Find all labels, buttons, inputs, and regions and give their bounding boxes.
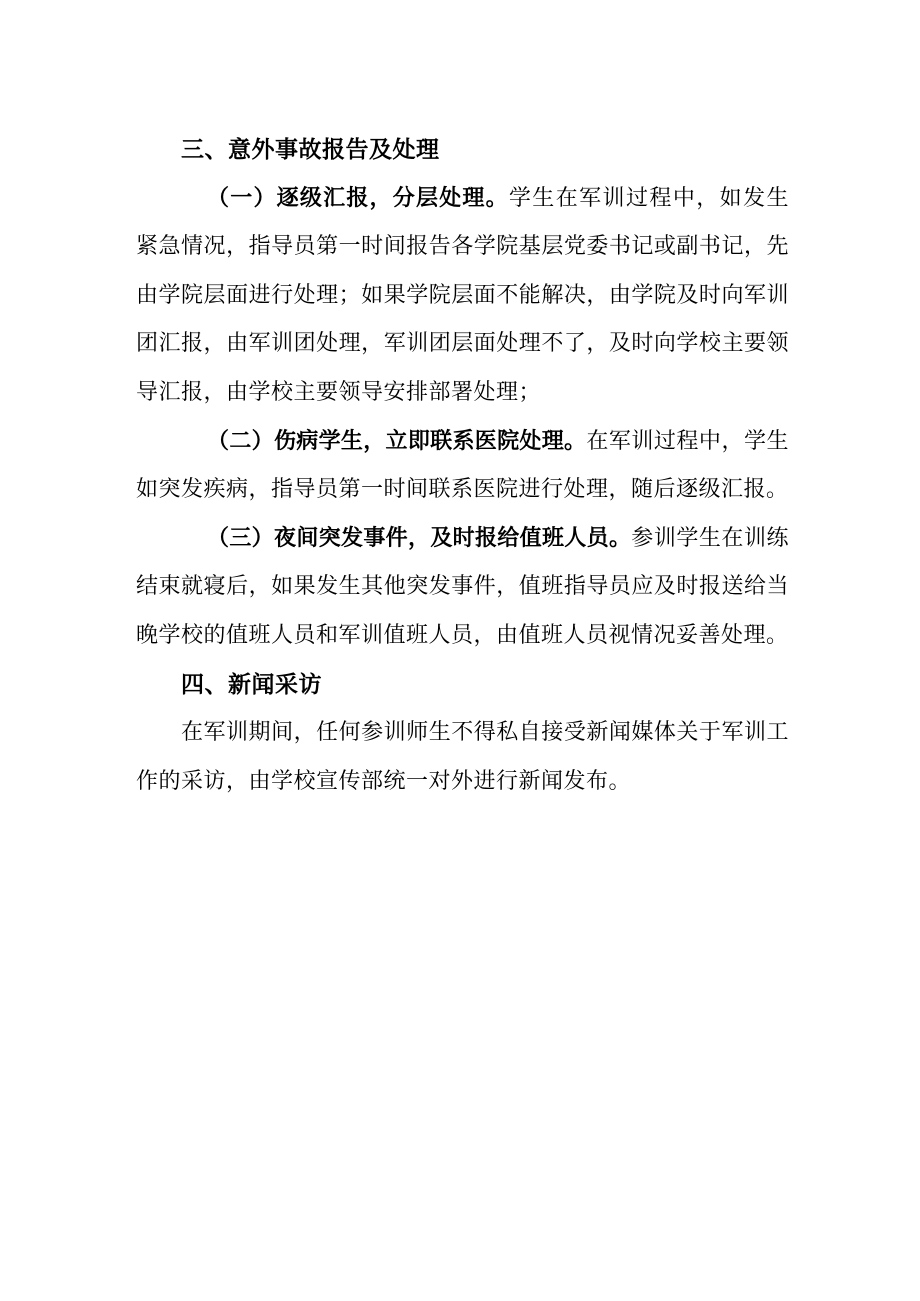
section-heading-accident-report: 三、意外事故报告及处理: [181, 137, 440, 163]
paragraph-lead: （一）逐级汇报，分层处理。: [207, 185, 509, 211]
paragraph-night-incidents: [136, 515, 789, 661]
document-body: [136, 126, 789, 806]
paragraph-injured-students: [136, 418, 789, 515]
paragraph-news-policy: 在军训期间，任何参训师生不得私自接受新闻媒体关于军训工作的采访，由学校宣传部统一对外进行新闻发布。: [136, 720, 789, 794]
paragraph-text: 学生在军训过程中，如发生紧急情况，指导员第一时间报告各学院基层党委书记或副书记，先由学院层面进行处理；如果学院层面不能解决，由学院及时向军训团汇报，由军训团处理，军训团层面处理不了，及时向学校主要领导汇报，由学校主要领导安排部署处理；: [136, 185, 789, 405]
paragraph-escalation: [136, 175, 789, 418]
paragraph-lead: （二）伤病学生，立即联系医院处理。: [207, 428, 587, 454]
paragraph-lead: （三）夜间突发事件，及时报给值班人员。: [207, 525, 632, 551]
paragraph-text: 参训学生在训练结束就寝后，如果发生其他突发事件，值班指导员应及时报送给当晚学校的值班人员和军训值班人员，由值班人员视情况妥善处理。: [136, 525, 789, 648]
section-heading-news-interviews: 四、新闻采访: [181, 671, 322, 698]
paragraph-text: 在军训过程中，学生如突发疾病，指导员第一时间联系医院进行处理，随后逐级汇报。: [136, 428, 789, 503]
